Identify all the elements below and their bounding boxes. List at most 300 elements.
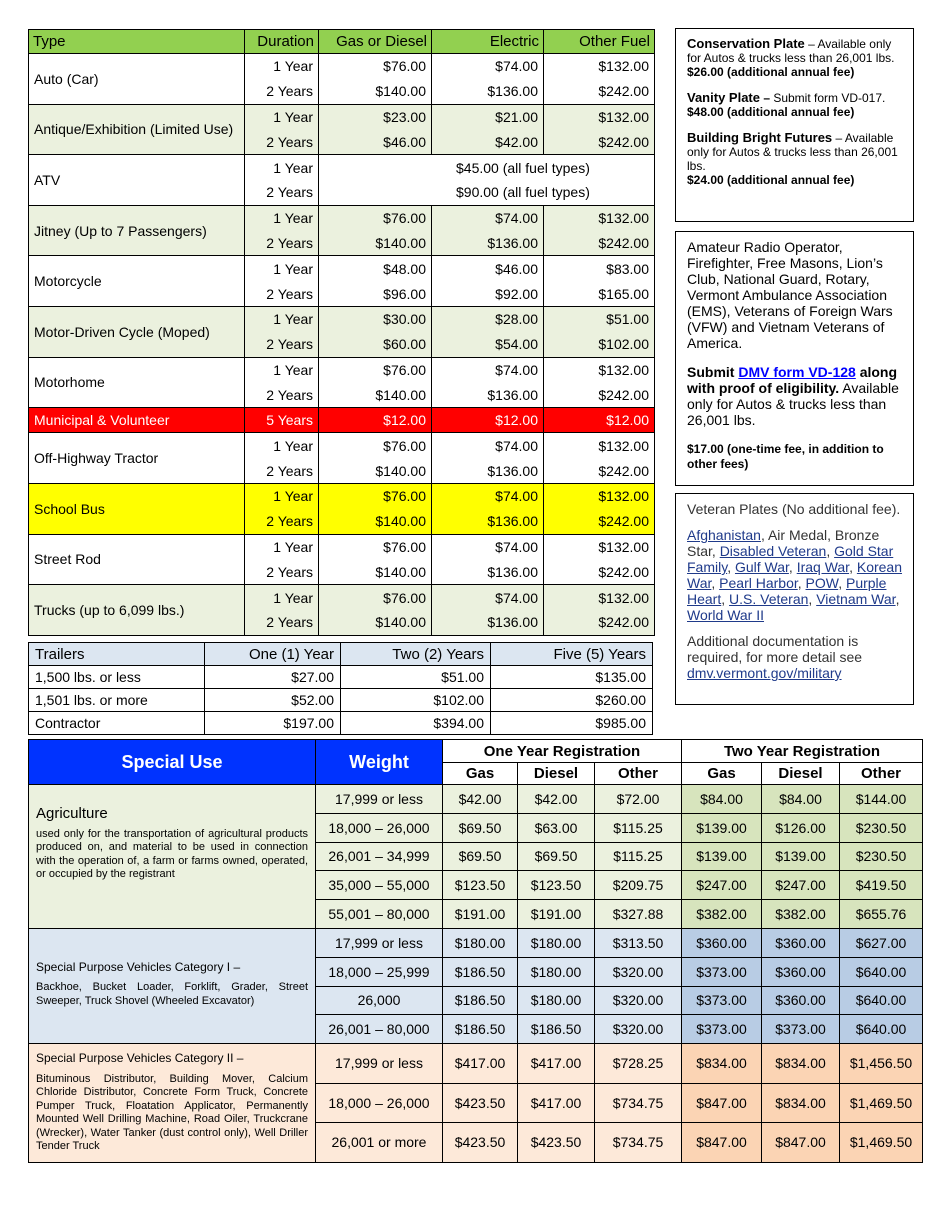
- weight-range: 35,000 – 55,000: [316, 871, 443, 900]
- veteran-plate-link[interactable]: Afghanistan: [687, 527, 761, 543]
- special-use-category-text: used only for the transportation of agricultural products produced on, and material to be used in connection with the operation of, a farm or farms owned, operated, or occupied by the registrant: [36, 827, 308, 880]
- electric-fee: $74.00: [432, 585, 544, 610]
- other-fuel-fee: $132.00: [544, 484, 655, 509]
- gas-diesel-fee: $140.00: [319, 610, 432, 635]
- electric-fee: $74.00: [432, 54, 544, 79]
- conservation-plate-fee: $26.00 (additional annual fee): [687, 65, 855, 79]
- other-fuel-fee: $242.00: [544, 559, 655, 584]
- list-separator: ,: [895, 591, 900, 607]
- two-year-other-fee: $627.00: [840, 928, 923, 957]
- other-fuel-fee: $242.00: [544, 509, 655, 534]
- submit-instructions: [687, 364, 902, 428]
- other-fuel-fee: $51.00: [544, 306, 655, 331]
- one-year-registration-header: One Year Registration: [443, 740, 682, 763]
- other-fuel-fee: $242.00: [544, 231, 655, 256]
- duration-cell: 2 Years: [245, 382, 319, 407]
- other-fuel-fee: $242.00: [544, 382, 655, 407]
- conservation-plate-title: Conservation Plate: [687, 36, 805, 51]
- trailer-weight: 1,500 lbs. or less: [29, 666, 205, 689]
- two-year-other-fee: $1,469.50: [840, 1083, 923, 1123]
- one-year-gas-fee: $423.50: [443, 1083, 518, 1123]
- electric-fee: $21.00: [432, 104, 544, 129]
- vehicle-row: [29, 484, 655, 509]
- gas-diesel-fee: $76.00: [319, 433, 432, 458]
- header-electric: Electric: [432, 30, 544, 54]
- vehicle-type: Jitney (Up to 7 Passengers): [29, 205, 245, 256]
- electric-fee: $74.00: [432, 484, 544, 509]
- trailer-row: [29, 689, 653, 712]
- gas-diesel-fee: $76.00: [319, 585, 432, 610]
- gas-diesel-fee: $140.00: [319, 382, 432, 407]
- two-year-other-fee: $230.50: [840, 842, 923, 871]
- two-year-diesel-fee: $360.00: [762, 928, 840, 957]
- one-year-diesel-fee: $180.00: [518, 928, 595, 957]
- two-year-gas-fee: $139.00: [682, 842, 762, 871]
- special-use-description: [29, 1044, 316, 1163]
- trailer-five-year-fee: $985.00: [491, 712, 653, 735]
- trailer-one-year-fee: $197.00: [205, 712, 341, 735]
- two-year-gas-fee: $834.00: [682, 1044, 762, 1084]
- vanity-plate-text: Submit form VD-017.: [773, 91, 886, 105]
- trailers-header-one-year: One (1) Year: [205, 643, 341, 666]
- list-separator: ,: [838, 575, 846, 591]
- electric-fee: $136.00: [432, 382, 544, 407]
- one-year-other-fee: $320.00: [595, 957, 682, 986]
- organization-plate-fee: $17.00 (one-time fee, in addition to other fees): [687, 442, 884, 471]
- building-bright-futures-text: Available only for Autos & trucks less than 26,001 lbs.: [687, 131, 898, 173]
- duration-cell: 2 Years: [245, 231, 319, 256]
- weight-range: 17,999 or less: [316, 928, 443, 957]
- one-year-gas-fee: $69.50: [443, 813, 518, 842]
- one-year-other-fee: $734.75: [595, 1123, 682, 1163]
- two-year-other-fee: $1,469.50: [840, 1123, 923, 1163]
- list-separator: ,: [849, 559, 857, 575]
- duration-cell: 1 Year: [245, 205, 319, 230]
- registration-body: [29, 54, 655, 636]
- duration-cell: 1 Year: [245, 155, 319, 180]
- vehicle-row: [29, 433, 655, 458]
- duration-cell: 2 Years: [245, 610, 319, 635]
- trailers-header-five-years: Five (5) Years: [491, 643, 653, 666]
- special-use-row: [29, 785, 923, 814]
- submit-proof-text: along with proof of eligibility.: [687, 364, 898, 396]
- veteran-plate-link[interactable]: Gold Star Family: [687, 543, 894, 575]
- vanity-plate-title: Vanity Plate: [687, 90, 760, 105]
- weight-range: 17,999 or less: [316, 1044, 443, 1084]
- duration-cell: 2 Years: [245, 79, 319, 104]
- conservation-plate-text: Available only for Autos & trucks less than 26,001 lbs.: [687, 37, 895, 65]
- vehicle-type: Street Rod: [29, 534, 245, 585]
- veteran-plate-link[interactable]: Korean War: [687, 559, 903, 591]
- registration-fee-table: [28, 29, 655, 636]
- other-fuel-fee: $132.00: [544, 357, 655, 382]
- gas-diesel-fee: $76.00: [319, 484, 432, 509]
- veteran-plate-name: Bronze Star: [687, 527, 880, 559]
- trailer-five-year-fee: $135.00: [491, 666, 653, 689]
- vehicle-type: Municipal & Volunteer: [29, 408, 245, 433]
- special-use-body: [29, 785, 923, 1163]
- conservation-plate-dash: –: [804, 37, 818, 51]
- two-year-gas-fee: $247.00: [682, 871, 762, 900]
- gas-diesel-fee: $140.00: [319, 231, 432, 256]
- two-year-diesel-fee: $360.00: [762, 986, 840, 1015]
- duration-cell: 2 Years: [245, 332, 319, 357]
- special-use-table: [28, 739, 923, 1163]
- conservation-plate-info: [687, 37, 902, 79]
- one-year-gas-fee: $123.50: [443, 871, 518, 900]
- one-year-diesel-header: Diesel: [518, 763, 595, 785]
- one-year-gas-fee: $417.00: [443, 1044, 518, 1084]
- other-fuel-fee: $132.00: [544, 585, 655, 610]
- gas-diesel-fee: $76.00: [319, 534, 432, 559]
- two-year-gas-header: Gas: [682, 763, 762, 785]
- veteran-plates-box: [675, 493, 914, 705]
- gas-diesel-fee: $46.00: [319, 129, 432, 154]
- duration-cell: 1 Year: [245, 534, 319, 559]
- duration-cell: 1 Year: [245, 433, 319, 458]
- dmv-military-link[interactable]: dmv.vermont.gov/military: [687, 665, 842, 681]
- trailers-table: [28, 642, 653, 735]
- veteran-plate-link[interactable]: World War II: [687, 607, 765, 623]
- gas-diesel-fee: $23.00: [319, 104, 432, 129]
- building-bright-futures-info: [687, 131, 902, 187]
- two-year-diesel-fee: $373.00: [762, 1015, 840, 1044]
- special-use-row: [29, 928, 923, 957]
- list-separator: ,: [711, 575, 720, 591]
- gas-diesel-fee: $140.00: [319, 559, 432, 584]
- electric-fee: $136.00: [432, 610, 544, 635]
- vanity-plate-fee: $48.00 (additional annual fee): [687, 105, 855, 119]
- two-year-gas-fee: $373.00: [682, 957, 762, 986]
- veteran-plate-link[interactable]: POW: [805, 575, 839, 591]
- trailer-row: [29, 712, 653, 735]
- other-fuel-fee: $12.00: [544, 408, 655, 433]
- trailer-two-year-fee: $51.00: [341, 666, 491, 689]
- trailers-header: Trailers: [29, 643, 205, 666]
- one-year-diesel-fee: $191.00: [518, 900, 595, 929]
- special-use-category-title: Agriculture: [36, 805, 108, 822]
- registration-header-row: [29, 30, 655, 54]
- one-year-other-header: Other: [595, 763, 682, 785]
- veteran-plate-link[interactable]: Pearl Harbor: [719, 575, 798, 591]
- electric-fee: $12.00: [432, 408, 544, 433]
- electric-fee: $136.00: [432, 79, 544, 104]
- vehicle-type: Auto (Car): [29, 54, 245, 105]
- other-fuel-fee: $132.00: [544, 534, 655, 559]
- two-year-diesel-fee: $847.00: [762, 1123, 840, 1163]
- special-use-category-text: Bituminous Distributor, Building Mover, Calcium Chloride Distributor, Concrete Form Truck, Concrete Pumper Truck, Floatation Applicator, Permanently Mounted Well Drilling Machine, Road Oiler, Truckcrane (Wrecker), Water Tanker (dust control only), Well Driller Tender Truck: [36, 1072, 308, 1153]
- veteran-plate-link[interactable]: Gulf War: [734, 559, 789, 575]
- one-year-gas-fee: $423.50: [443, 1123, 518, 1163]
- two-year-diesel-fee: $126.00: [762, 813, 840, 842]
- electric-fee: $136.00: [432, 509, 544, 534]
- list-separator: ,: [808, 591, 817, 607]
- building-bright-futures-dash: –: [832, 131, 845, 145]
- gas-diesel-fee: $140.00: [319, 79, 432, 104]
- one-year-diesel-fee: $186.50: [518, 1015, 595, 1044]
- veteran-plate-link[interactable]: Disabled Veteran: [719, 543, 827, 559]
- veteran-plate-link[interactable]: Iraq War: [796, 559, 850, 575]
- organization-plates-box: [675, 231, 914, 486]
- two-year-diesel-fee: $834.00: [762, 1044, 840, 1084]
- header-gas-diesel: Gas or Diesel: [319, 30, 432, 54]
- documentation-note-text: Additional documentation is required, for more detail see: [687, 633, 863, 665]
- special-use-row: [29, 1044, 923, 1084]
- trailer-two-year-fee: $102.00: [341, 689, 491, 712]
- other-fuel-fee: $132.00: [544, 54, 655, 79]
- two-year-diesel-fee: $247.00: [762, 871, 840, 900]
- one-year-gas-fee: $191.00: [443, 900, 518, 929]
- electric-fee: $74.00: [432, 357, 544, 382]
- gas-diesel-fee: $96.00: [319, 281, 432, 306]
- trailers-header-two-years: Two (2) Years: [341, 643, 491, 666]
- duration-cell: 1 Year: [245, 484, 319, 509]
- header-other-fuel: Other Fuel: [544, 30, 655, 54]
- submit-availability-text: Available only for Autos & trucks less than 26,001 lbs.: [687, 380, 899, 428]
- trailers-body: [29, 666, 653, 735]
- vehicle-row: [29, 256, 655, 281]
- one-year-other-fee: $72.00: [595, 785, 682, 814]
- duration-cell: 2 Years: [245, 509, 319, 534]
- two-year-other-fee: $144.00: [840, 785, 923, 814]
- special-use-category-text: Backhoe, Bucket Loader, Forklift, Grader, Street Sweeper, Truck Shovel (Wheeled Excavator): [36, 981, 308, 1007]
- header-duration: Duration: [245, 30, 319, 54]
- list-separator: ,: [826, 543, 835, 559]
- weight-range: 26,000: [316, 986, 443, 1015]
- electric-fee: $136.00: [432, 559, 544, 584]
- electric-fee: $42.00: [432, 129, 544, 154]
- one-year-diesel-fee: $123.50: [518, 871, 595, 900]
- gas-diesel-fee: $76.00: [319, 205, 432, 230]
- two-year-other-fee: $419.50: [840, 871, 923, 900]
- electric-fee: $136.00: [432, 458, 544, 483]
- weight-range: 26,001 or more: [316, 1123, 443, 1163]
- weight-range: 18,000 – 26,000: [316, 1083, 443, 1123]
- trailer-weight: 1,501 lbs. or more: [29, 689, 205, 712]
- list-separator: ,: [827, 527, 835, 543]
- vehicle-type: Motor-Driven Cycle (Moped): [29, 306, 245, 357]
- one-year-diesel-fee: $63.00: [518, 813, 595, 842]
- two-year-diesel-fee: $382.00: [762, 900, 840, 929]
- vehicle-row: [29, 534, 655, 559]
- two-year-gas-fee: $847.00: [682, 1083, 762, 1123]
- one-year-gas-fee: $186.50: [443, 986, 518, 1015]
- list-separator: ,: [760, 527, 768, 543]
- special-use-category-title: Special Purpose Vehicles Category I –: [36, 959, 241, 974]
- veteran-plate-link[interactable]: U.S. Veteran: [729, 591, 809, 607]
- other-fuel-fee: $132.00: [544, 433, 655, 458]
- vehicle-type: Off-Highway Tractor: [29, 433, 245, 484]
- list-separator: ,: [721, 591, 730, 607]
- vehicle-row: [29, 54, 655, 79]
- veteran-plates-title: Veteran Plates (No additional fee).: [687, 501, 901, 517]
- one-year-other-fee: $320.00: [595, 1015, 682, 1044]
- special-use-category-title: Special Purpose Vehicles Category II –: [36, 1051, 244, 1066]
- other-fuel-fee: $83.00: [544, 256, 655, 281]
- duration-cell: 5 Years: [245, 408, 319, 433]
- two-year-other-fee: $230.50: [840, 813, 923, 842]
- header-type: Type: [29, 30, 245, 54]
- vehicle-type: School Bus: [29, 484, 245, 535]
- two-year-gas-fee: $139.00: [682, 813, 762, 842]
- other-fuel-fee: $132.00: [544, 205, 655, 230]
- two-year-registration-header: Two Year Registration: [682, 740, 923, 763]
- two-year-gas-fee: $847.00: [682, 1123, 762, 1163]
- one-year-gas-fee: $69.50: [443, 842, 518, 871]
- duration-cell: 1 Year: [245, 357, 319, 382]
- vehicle-row: [29, 408, 655, 433]
- one-year-gas-fee: $42.00: [443, 785, 518, 814]
- vehicle-row: [29, 585, 655, 610]
- vehicle-row: [29, 357, 655, 382]
- duration-cell: 2 Years: [245, 559, 319, 584]
- organization-list: Amateur Radio Operator, Firefighter, Free Masons, Lion’s Club, National Guard, Rotary, Vermont Ambulance Association (EMS), Veterans of Foreign Wars (VFW) and Vietnam Veterans of America.: [687, 239, 893, 351]
- special-use-description: [29, 928, 316, 1043]
- vehicle-row: [29, 104, 655, 129]
- duration-cell: 2 Years: [245, 180, 319, 205]
- trailer-five-year-fee: $260.00: [491, 689, 653, 712]
- one-year-diesel-fee: $42.00: [518, 785, 595, 814]
- list-separator: ,: [727, 559, 735, 575]
- two-year-diesel-fee: $360.00: [762, 957, 840, 986]
- one-year-diesel-fee: $423.50: [518, 1123, 595, 1163]
- one-year-other-fee: $327.88: [595, 900, 682, 929]
- weight-header: Weight: [316, 740, 443, 785]
- electric-fee: $46.00: [432, 256, 544, 281]
- one-year-gas-fee: $186.50: [443, 957, 518, 986]
- electric-fee: $74.00: [432, 433, 544, 458]
- one-year-diesel-fee: $417.00: [518, 1083, 595, 1123]
- one-year-diesel-fee: $417.00: [518, 1044, 595, 1084]
- electric-fee: $28.00: [432, 306, 544, 331]
- vehicle-row: [29, 306, 655, 331]
- other-fuel-fee: $132.00: [544, 104, 655, 129]
- trailer-one-year-fee: $27.00: [205, 666, 341, 689]
- special-use-description: [29, 785, 316, 929]
- two-year-gas-fee: $84.00: [682, 785, 762, 814]
- trailer-row: [29, 666, 653, 689]
- electric-fee: $92.00: [432, 281, 544, 306]
- one-year-diesel-fee: $69.50: [518, 842, 595, 871]
- duration-cell: 1 Year: [245, 54, 319, 79]
- other-fuel-fee: $242.00: [544, 129, 655, 154]
- duration-cell: 2 Years: [245, 281, 319, 306]
- one-year-other-fee: $320.00: [595, 986, 682, 1015]
- other-fuel-fee: $165.00: [544, 281, 655, 306]
- electric-fee: $74.00: [432, 534, 544, 559]
- two-year-diesel-fee: $834.00: [762, 1083, 840, 1123]
- gas-diesel-fee: $76.00: [319, 54, 432, 79]
- list-separator: ,: [711, 543, 720, 559]
- duration-cell: 1 Year: [245, 256, 319, 281]
- trailer-two-year-fee: $394.00: [341, 712, 491, 735]
- duration-cell: 2 Years: [245, 129, 319, 154]
- two-year-gas-fee: $382.00: [682, 900, 762, 929]
- vanity-plate-info: [687, 91, 902, 119]
- two-year-gas-fee: $373.00: [682, 1015, 762, 1044]
- gas-diesel-fee: $30.00: [319, 306, 432, 331]
- weight-range: 18,000 – 25,999: [316, 957, 443, 986]
- all-fuel-fee: $90.00 (all fuel types): [319, 180, 655, 205]
- special-use-header-row: [29, 740, 923, 763]
- electric-fee: $136.00: [432, 231, 544, 256]
- one-year-other-fee: $313.50: [595, 928, 682, 957]
- vehicle-row: [29, 205, 655, 230]
- gas-diesel-fee: $12.00: [319, 408, 432, 433]
- one-year-other-fee: $115.25: [595, 842, 682, 871]
- two-year-other-fee: $640.00: [840, 986, 923, 1015]
- vanity-plate-dash: –: [759, 91, 774, 105]
- one-year-other-fee: $115.25: [595, 813, 682, 842]
- duration-cell: 2 Years: [245, 458, 319, 483]
- building-bright-futures-fee: $24.00 (additional annual fee): [687, 173, 855, 187]
- veteran-documentation-note: [687, 633, 902, 681]
- duration-cell: 1 Year: [245, 104, 319, 129]
- specialty-plates-box: [675, 28, 914, 222]
- one-year-gas-header: Gas: [443, 763, 518, 785]
- weight-range: 18,000 – 26,000: [316, 813, 443, 842]
- two-year-diesel-fee: $84.00: [762, 785, 840, 814]
- weight-range: 55,001 – 80,000: [316, 900, 443, 929]
- veteran-plates-list: [687, 527, 902, 623]
- other-fuel-fee: $242.00: [544, 458, 655, 483]
- gas-diesel-fee: $48.00: [319, 256, 432, 281]
- gas-diesel-fee: $140.00: [319, 509, 432, 534]
- building-bright-futures-title: Building Bright Futures: [687, 130, 833, 145]
- weight-range: 26,001 – 80,000: [316, 1015, 443, 1044]
- veteran-plate-name: Air Medal: [767, 527, 828, 543]
- one-year-other-fee: $734.75: [595, 1083, 682, 1123]
- gas-diesel-fee: $76.00: [319, 357, 432, 382]
- two-year-other-fee: $640.00: [840, 1015, 923, 1044]
- veteran-plate-link[interactable]: Vietnam War: [816, 591, 896, 607]
- weight-range: 17,999 or less: [316, 785, 443, 814]
- two-year-other-fee: $640.00: [840, 957, 923, 986]
- two-year-diesel-fee: $139.00: [762, 842, 840, 871]
- other-fuel-fee: $102.00: [544, 332, 655, 357]
- submit-prefix: Submit: [687, 364, 739, 380]
- duration-cell: 1 Year: [245, 306, 319, 331]
- two-year-gas-fee: $373.00: [682, 986, 762, 1015]
- all-fuel-fee: $45.00 (all fuel types): [319, 155, 655, 180]
- two-year-gas-fee: $360.00: [682, 928, 762, 957]
- list-separator: ,: [788, 559, 797, 575]
- vehicle-type: Motorcycle: [29, 256, 245, 307]
- one-year-gas-fee: $180.00: [443, 928, 518, 957]
- special-use-header: Special Use: [29, 740, 316, 785]
- one-year-diesel-fee: $180.00: [518, 957, 595, 986]
- weight-range: 26,001 – 34,999: [316, 842, 443, 871]
- one-year-other-fee: $728.25: [595, 1044, 682, 1084]
- dmv-form-vd128-link[interactable]: DMV form VD-128: [738, 364, 856, 380]
- other-fuel-fee: $242.00: [544, 610, 655, 635]
- electric-fee: $54.00: [432, 332, 544, 357]
- veteran-plate-link[interactable]: Purple Heart: [687, 575, 887, 607]
- list-separator: ,: [797, 575, 806, 591]
- one-year-other-fee: $209.75: [595, 871, 682, 900]
- two-year-other-header: Other: [840, 763, 923, 785]
- two-year-other-fee: $655.76: [840, 900, 923, 929]
- gas-diesel-fee: $140.00: [319, 458, 432, 483]
- vehicle-type: Antique/Exhibition (Limited Use): [29, 104, 245, 155]
- electric-fee: $74.00: [432, 205, 544, 230]
- vehicle-type: ATV: [29, 155, 245, 206]
- two-year-other-fee: $1,456.50: [840, 1044, 923, 1084]
- trailer-weight: Contractor: [29, 712, 205, 735]
- vehicle-type: Motorhome: [29, 357, 245, 408]
- trailer-one-year-fee: $52.00: [205, 689, 341, 712]
- duration-cell: 1 Year: [245, 585, 319, 610]
